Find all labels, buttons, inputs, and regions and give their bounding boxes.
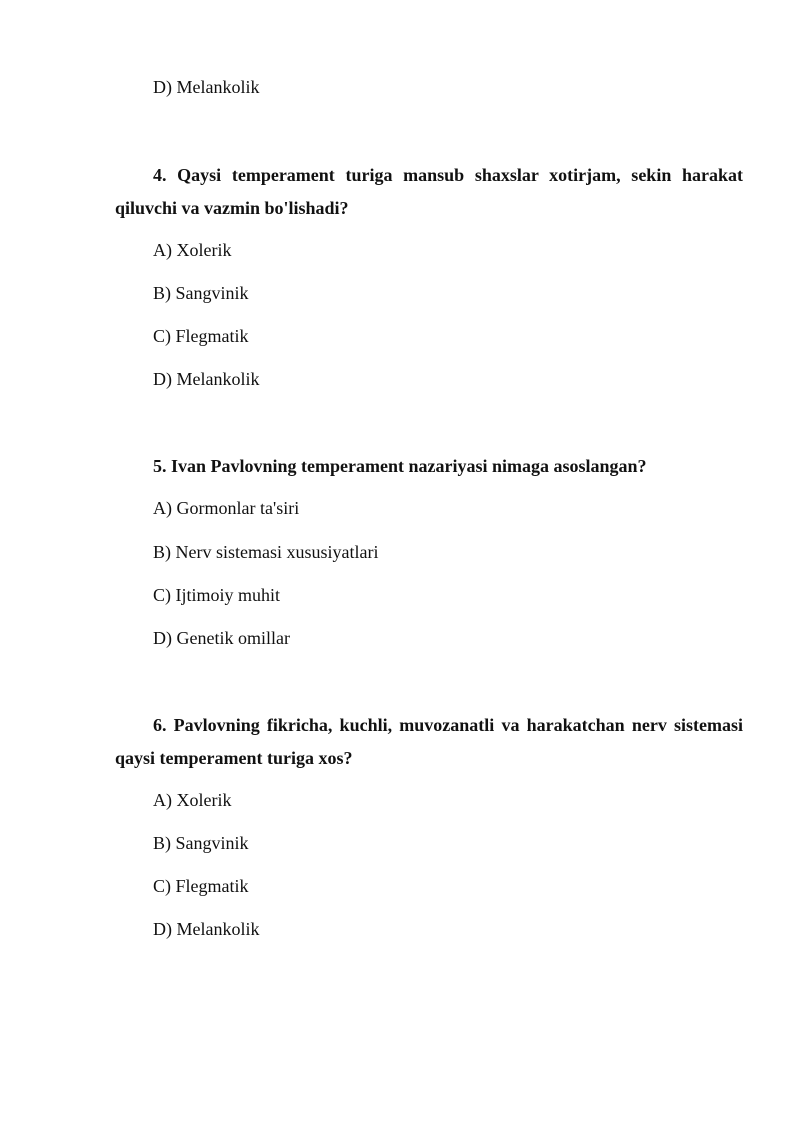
question-5-option-d: D) Genetik omillar	[153, 628, 290, 648]
question-5-option-a: A) Gormonlar ta'siri	[153, 498, 300, 518]
question-5-line-1: 5. Ivan Pavlovning temperament nazariyasi nimaga asoslangan?	[153, 456, 647, 476]
question-6-option-c: C) Flegmatik	[153, 876, 249, 896]
question-4-line-2: qiluvchi va vazmin bo'lishadi?	[115, 198, 349, 218]
question-4-option-c: C) Flegmatik	[153, 326, 249, 346]
question-4-option-b: B) Sangvinik	[153, 283, 249, 303]
question-5-option-c: C) Ijtimoiy muhit	[153, 585, 281, 605]
question-6-line-2: qaysi temperament turiga xos?	[115, 748, 353, 768]
question-4-option-d: D) Melankolik	[153, 369, 260, 389]
question-5-option-b: B) Nerv sistemasi xususiyatlari	[153, 542, 379, 562]
question-6-line-1: 6. Pavlovning fikricha, kuchli, muvozanatli va harakatchan nerv sistemasi	[153, 715, 743, 735]
question-4-option-a: A) Xolerik	[153, 240, 232, 260]
question-6-option-a: A) Xolerik	[153, 790, 232, 810]
question-4-line-1: 4. Qaysi temperament turiga mansub shaxslar xotirjam, sekin harakat	[153, 165, 743, 185]
question-6-option-b: B) Sangvinik	[153, 833, 249, 853]
prev-option-d: D) Melankolik	[153, 77, 260, 97]
question-6-option-d: D) Melankolik	[153, 919, 260, 939]
